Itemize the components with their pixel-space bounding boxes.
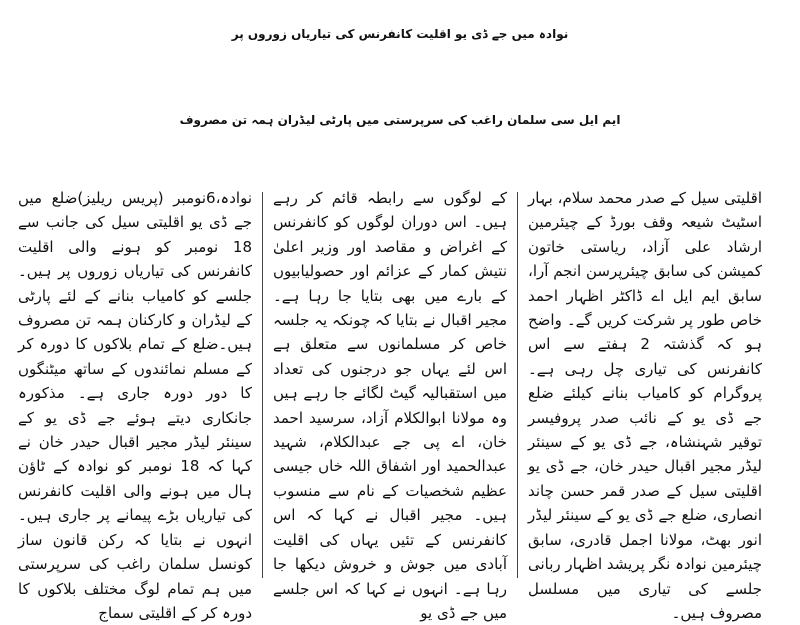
- headline: نوادہ میں جے ڈی یو اقلیت کانفرنس کی تیاریاں زوروں پر: [231, 27, 569, 41]
- article-column-right: نوادہ،6نومبر (پریس ریلیز)ضلع میں جے ڈی یو اقلیتی سیل کی جانب سے 18 نومبر کو ہونے والی اقلیت کانفرنس کی تیاریاں زوروں پر ہیں۔ جلسے کو کامیاب بنانے کے لئے پارٹی کے لیڈران و کارکنان ہمہ تن مصروف ہیں۔ضلع کے تمام بلاکوں کا دورہ کر کے مسلم نمائندوں کے ساتھ میٹنگوں کا دور دورہ جاری ہے۔ مذکورہ جانکاری دیتے ہوئے جے ڈی یو کے سینئر لیڈر مجیر اقبال حیدر خان نے کہا کہ 18 نومبر کو نوادہ کے ٹاؤن ہال میں ہونے والی اقلیت کانفرنس کی تیاریاں بڑے پیمانے پر جاری ہیں۔ انہوں نے بتایا کہ رکن قانون ساز کونسل سلمان راغب کی سرپرستی میں ہم تمام لوگ مختلف بلاکوں کا دورہ کر کے اقلیتی سماج: [18, 189, 252, 622]
- article-column-left: اقلیتی سیل کے صدر محمد سلام، بہار اسٹیٹ شیعہ وقف بورڈ کے چیئرمین ارشاد علی آزاد، ریاستی خاتون کمیشن کی سابق چیئرپرسن انجم آرا، سابق ایم ایل اے ڈاکٹر اظہار احمد خاص طور پر شرکت کریں گے۔ واضح ہو کہ گذشتہ 2 ہفتے سے اس کانفرنس کی تیاری چل رہی ہے۔ پروگرام کو کامیاب بنانے کیلئے ضلع جے ڈی یو کے نائب صدر پروفیسر توقیر شہنشاہ، جے ڈی یو کے سینئر لیڈر مجیر اقبال حیدر خان، جے ڈی یو اقلیتی سیل کے صدر قمر حسن چاند انصاری، ضلع جے ڈی یو کے سینئر لیڈر انور بھٹ، مولانا اجمل قادری، سابق چیئرمین نوادہ نگر پریشد اظہار ربانی جلسے کی تیاری میں مسلسل مصروف ہیں۔: [528, 189, 762, 622]
- column-divider: [517, 192, 518, 578]
- subheadline: ایم ایل سی سلمان راغب کی سرپرستی میں پارٹی لیڈران ہمہ تن مصروف: [179, 113, 621, 127]
- column-divider: [262, 192, 263, 578]
- article-column-middle: کے لوگوں سے رابطہ قائم کر رہے ہیں۔ اس دوران لوگوں کو کانفرنس کے اغراض و مقاصد اور وزیر اعلیٰ نتیش کمار کے عزائم اور حصولیابیوں کے بارے میں بھی بتایا جا رہا ہے۔ مجیر اقبال نے بتایا کہ چونکہ یہ جلسہ خاص کر مسلمانوں سے متعلق ہے اس لئے یہاں جو درجنوں کی تعداد میں استقبالیہ گیٹ لگائے جا رہے ہیں وہ مولانا ابوالکلام آزاد، سرسید احمد خان، اے پی جے عبدالکلام، شہید عبدالحمید اور اشفاق اللہ خاں جیسی عظیم شخصیات کے نام سے منسوب ہیں۔ مجیر اقبال نے کہا کہ اس کانفرنس کے تئیں یہاں کی اقلیت آبادی میں جوش و خروش دیکھا جا رہا ہے۔ انہوں نے کہا کہ اس جلسے میں جے ڈی یو: [273, 189, 507, 622]
- article-body: [10, 186, 790, 622]
